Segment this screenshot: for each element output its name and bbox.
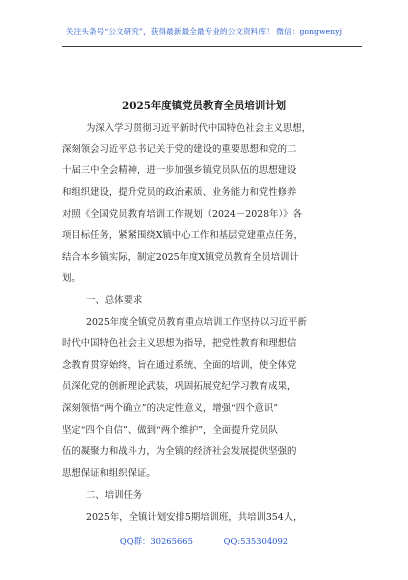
paragraph-line: 坚定“四个自信”、做到“两个维护”，全面提升党员队	[62, 425, 279, 436]
document-title: 2025年度镇党员教育全员培训计划	[122, 100, 286, 112]
paragraph-line: 结合本乡镇实际，制定2025年度X镇党员教育全员培训计	[62, 252, 299, 263]
paragraph-line: 划。	[62, 273, 81, 284]
paragraph-line: 和组织建设，提升党员的政治素质、业务能力和党性修养	[62, 187, 297, 198]
paragraph-line: 2025年，全镇计划安排5期培训班，共培训354人，	[86, 512, 303, 523]
paragraph-line: 员深化党的创新理论武装，巩固拓展党纪学习教育成果，	[62, 381, 297, 392]
paragraph-line: 思想保证和组织保证。	[62, 468, 156, 479]
paragraph-line: 为深入学习贯彻习近平新时代中国特色社会主义思想，	[86, 123, 312, 134]
paragraph-line: 对照《全国党员教育培训工作规划（2024－2028年）》各	[62, 209, 302, 220]
paragraph-line: 2025年度全镇党员教育重点培训工作坚持以习近平新	[86, 317, 307, 328]
header-divider	[62, 46, 362, 47]
paragraph-line: 深刻领悟“两个确立”的决定性意义，增强“四个意识”	[62, 403, 279, 414]
section-heading: 一、总体要求	[86, 295, 143, 306]
paragraph-line: 伍的凝聚力和战斗力，为全镇的经济社会发展提供坚强的	[62, 446, 297, 457]
paragraph-line: 项目标任务，紧紧围绕X镇中心工作和基层党建重点任务，	[62, 230, 304, 241]
paragraph-line: 时代中国特色社会主义思想为指导，把党性教育和理想信	[62, 338, 297, 349]
paragraph-line: 念教育贯穿始终，旨在通过系统、全面的培训，使全体党	[62, 360, 297, 371]
paragraph-line: 深刻领会习近平总书记关于党的建设的重要思想和党的二	[62, 144, 297, 155]
header-notice: 关注头条号“公文研究”，获得最新最全最专业的公文资料库！ 微信：gongwenyj	[65, 27, 343, 36]
qq-number: QQ:535304092	[223, 536, 289, 546]
paragraph-line: 十届三中全会精神，进一步加强乡镇党员队伍的思想建设	[62, 165, 297, 176]
section-heading: 二、培训任务	[86, 490, 143, 501]
qq-group-number: QQ群：30265665	[119, 536, 193, 546]
footer-contact	[0, 535, 408, 547]
